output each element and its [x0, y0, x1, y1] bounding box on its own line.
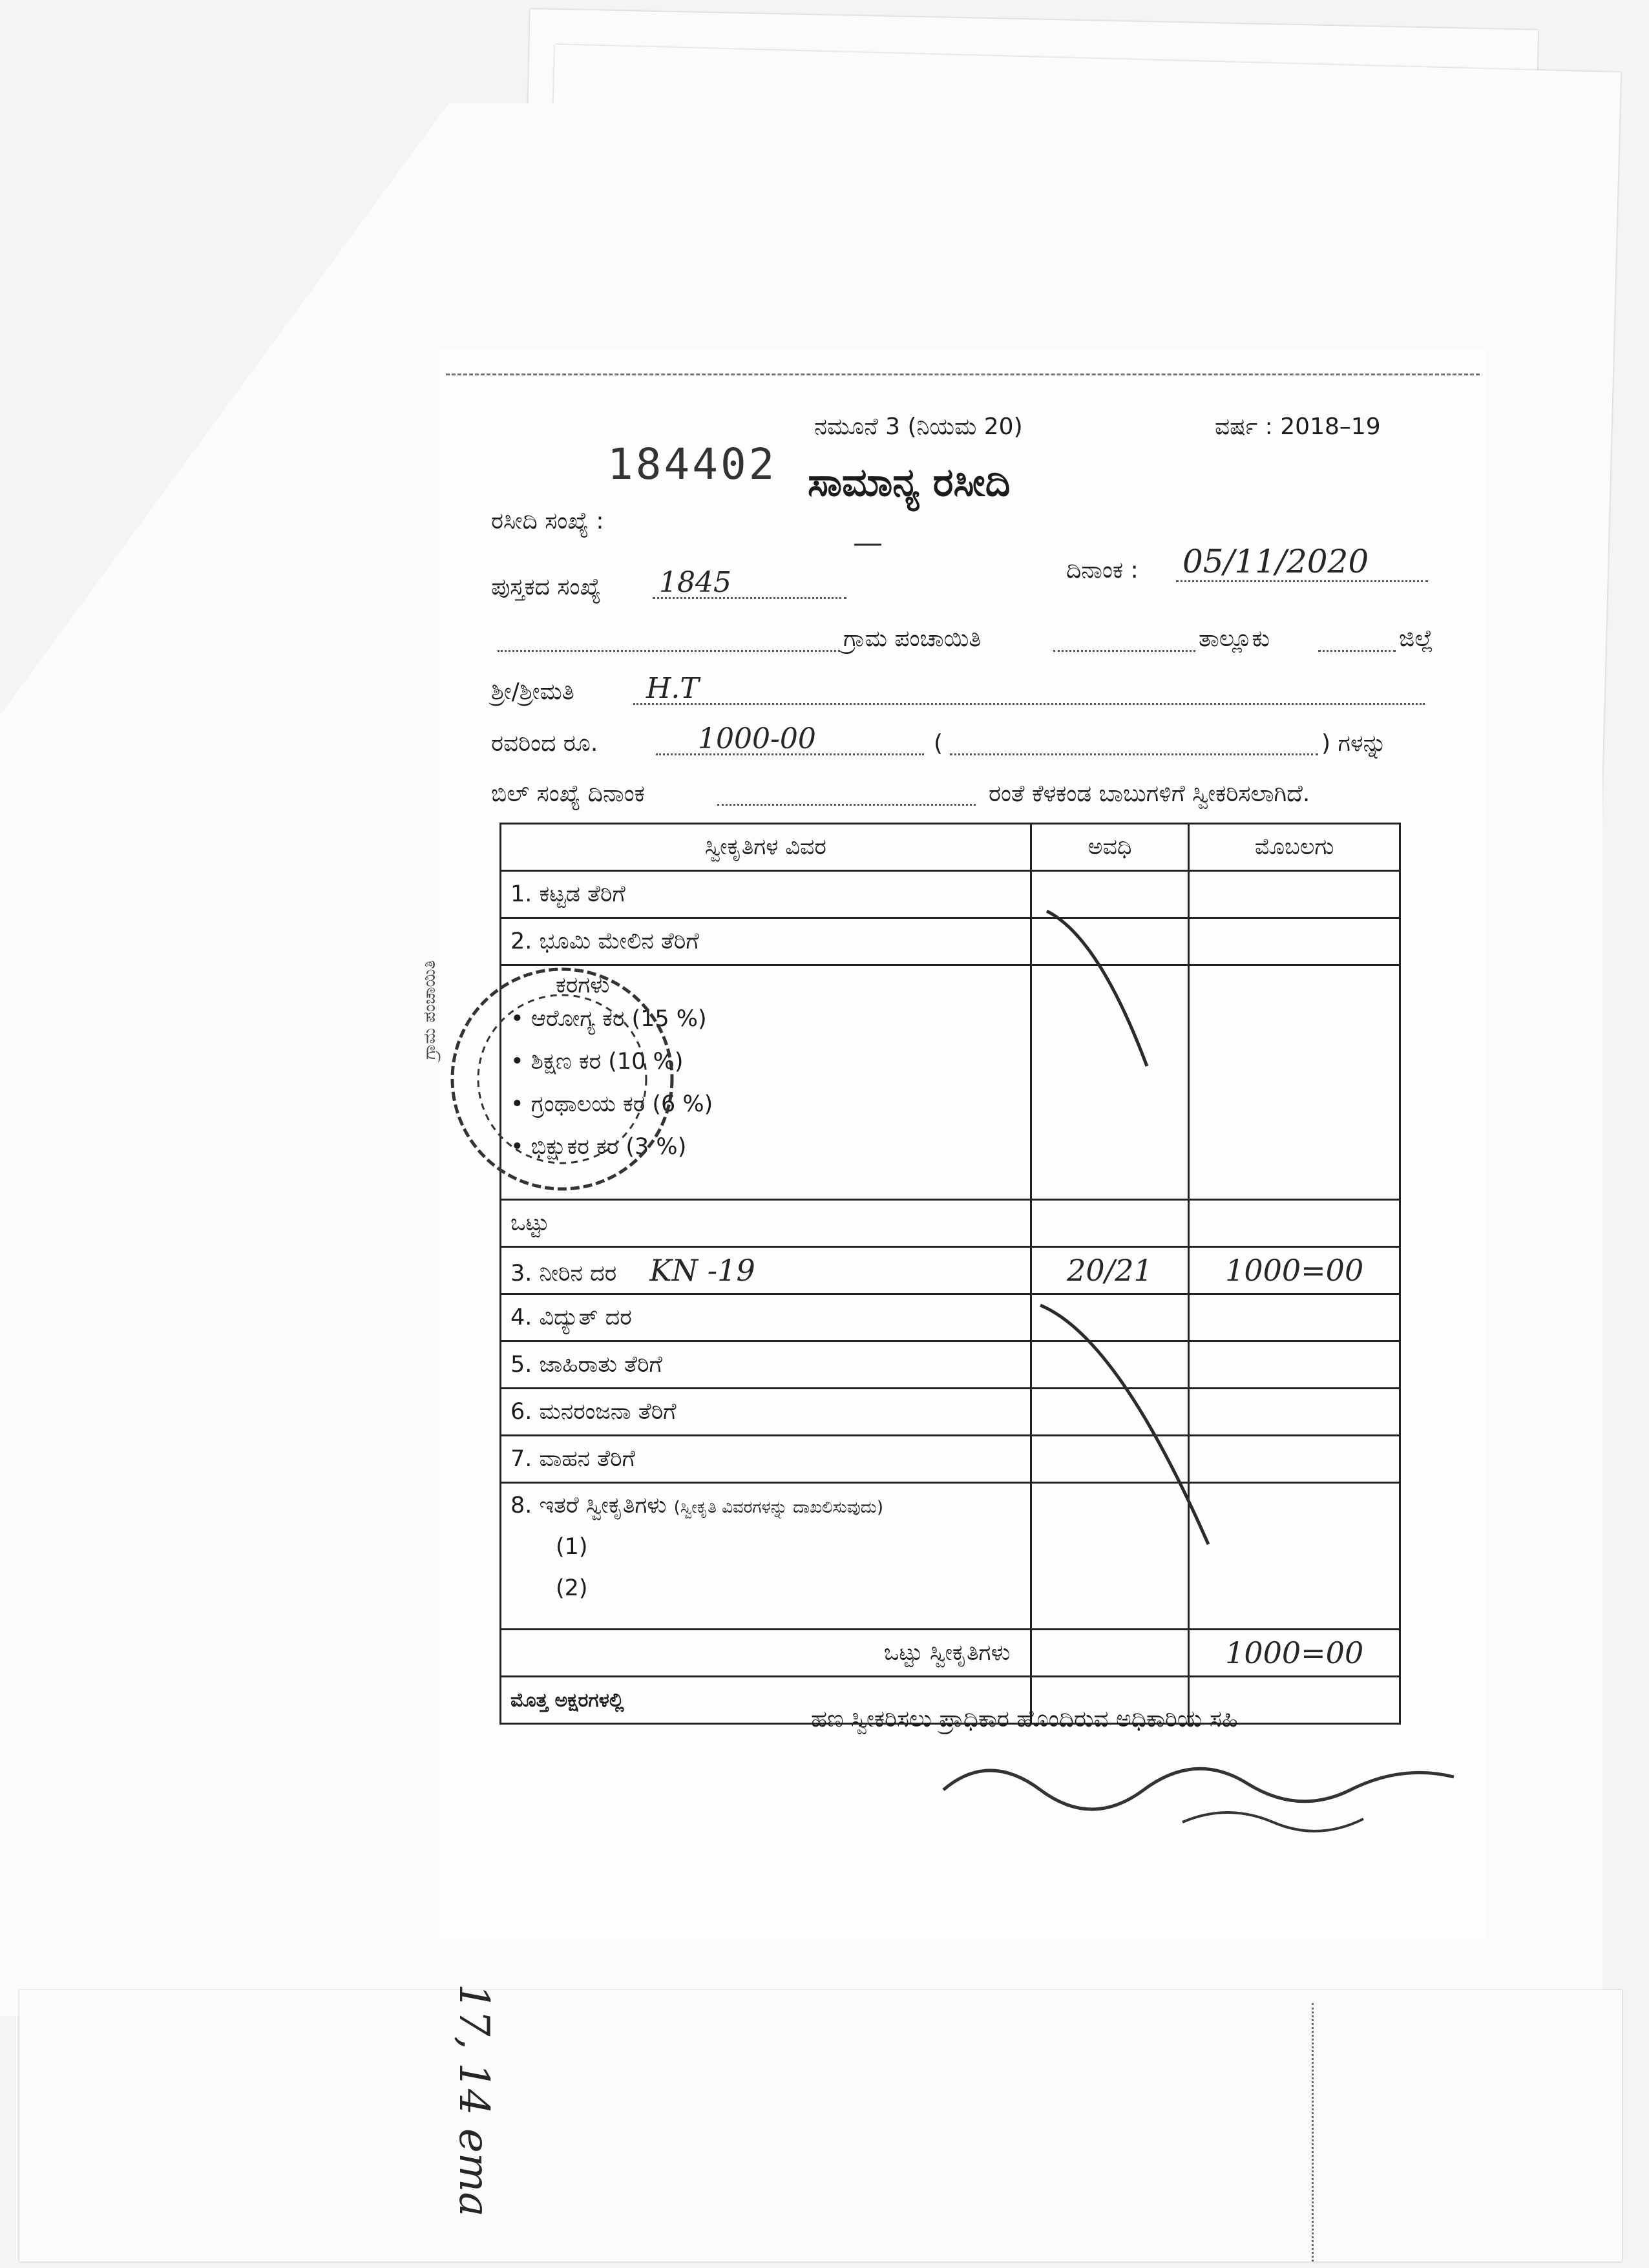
- row-water-rate: 3. ನೀರಿನ ದರ KN -19: [501, 1247, 1031, 1294]
- payer-name: H.T: [646, 672, 699, 705]
- bill-line-label: ಬಿಲ್ ಸಂಖ್ಯೆ ದಿನಾಂಕ: [491, 781, 645, 807]
- total-amount: 1000=00: [1189, 1630, 1400, 1677]
- header-period: ಅವಧಿ: [1031, 824, 1189, 871]
- year: ವರ್ಷ : 2018–19: [1215, 414, 1381, 440]
- district-label: ಜಿಲ್ಲೆ: [1399, 625, 1434, 652]
- book-no-value: 1845: [659, 566, 731, 599]
- words-label: ಮೊತ್ತ ಅಕ್ಷರಗಳಲ್ಲಿ: [501, 1677, 1031, 1724]
- taluk-line: [1053, 650, 1195, 652]
- row-subtotal: ಒಟ್ಟು: [501, 1200, 1031, 1247]
- form-line: ನಮೂನೆ 3 (ನಿಯಮ 20): [814, 414, 1023, 440]
- water-rate-amount: 1000=00: [1189, 1247, 1400, 1294]
- bottom-handwriting: 17, 14 ema: [450, 1984, 498, 2217]
- water-rate-period: 20/21: [1031, 1247, 1189, 1294]
- strike-mark: [1047, 911, 1147, 1066]
- row-land-tax: 2. ಭೂಮಿ ಮೇಲಿನ ತೆರಿಗೆ: [501, 918, 1031, 965]
- row-advertisement: 5. ಜಾಹಿರಾತು ತೆರಿಗೆ: [501, 1341, 1031, 1389]
- shri-label: ಶ್ರೀ/ಶ್ರೀಮತಿ: [491, 678, 574, 705]
- date-line: [1176, 580, 1428, 582]
- date-label: ದಿನಾಂಕ :: [1066, 557, 1139, 583]
- row-entertainment: 6. ಮನರಂಜನಾ ತೆರಿಗೆ: [501, 1389, 1031, 1436]
- amount-words-open: (: [934, 730, 943, 757]
- signature-caption: ಹಣ ಸ್ವೀಕರಿಸಲು ಪ್ರಾಧಿಕಾರ ಹೊಂದಿರುವ ಅಧಿಕಾರಿಯ ಸಹಿ: [811, 1706, 1238, 1732]
- bill-line: [717, 804, 976, 806]
- strike-mark: [1040, 1305, 1208, 1544]
- stamp-text: ಗ್ರಾಮ ಪಂಚಾಯಿತಿ: [420, 960, 439, 1060]
- row-other-note: (ಸ್ವೀಕೃತಿ ವಿವರಗಳನ್ನು ದಾಖಲಿಸುವುದು): [673, 1498, 884, 1517]
- receipt-title: ಸಾಮಾನ್ಯ ರಸೀದಿ: [808, 460, 1011, 505]
- cess-item: • ಭಿಕ್ಷುಕರ ಕರ (3 %): [510, 1134, 687, 1160]
- row-vehicle: 7. ವಾಹನ ತೆರಿಗೆ: [501, 1436, 1031, 1483]
- row-electricity: 4. ವಿದ್ಯುತ್ ದರ: [501, 1294, 1031, 1341]
- payer-line: [633, 703, 1425, 705]
- strike-marks: [1021, 898, 1279, 1577]
- panchayat-label: ಗ್ರಾಮ ಪಂಚಾಯಿತಿ: [843, 625, 982, 652]
- cess-item: • ಆರೋಗ್ಯ ಕರ (15 %): [510, 1006, 707, 1032]
- cess-item: • ಶಿಕ್ಷಣ ಕರ (10 %): [510, 1049, 684, 1075]
- water-rate-hand: KN -19: [649, 1253, 755, 1288]
- cut-line: [446, 373, 1480, 375]
- panchayat-line: [498, 650, 840, 652]
- table-row: [501, 1630, 1400, 1677]
- amount-value: 1000-00: [698, 722, 816, 755]
- office-stamp: [426, 950, 698, 1208]
- total-label: ಒಟ್ಟು ಸ್ವೀಕೃತಿಗಳು: [501, 1630, 1031, 1677]
- cess-item: • ಗ್ರಂಥಾಲಯ ಕರ (6 %): [510, 1091, 713, 1117]
- from-label: ರವರಿಂದ ರೂ.: [491, 730, 598, 757]
- taluk-label: ತಾಲ್ಲೂಕು: [1199, 625, 1270, 652]
- receipt-no-label: ರಸೀದಿ ಸಂಖ್ಯೆ :: [491, 508, 604, 534]
- bottom-sheet: [19, 1990, 1622, 2262]
- book-no-label: ಪುಸ್ತಕದ ಸಂಖ್ಯೆ: [491, 574, 602, 600]
- amount-words-line: [950, 753, 1318, 755]
- receipt-no-hand: —: [853, 525, 883, 560]
- row-building-tax: 1. ಕಟ್ಟಡ ತೆರಿಗೆ: [501, 871, 1031, 918]
- signature: [937, 1738, 1467, 1835]
- bottom-divider: [1312, 2003, 1314, 2262]
- serial-number: 184402: [607, 439, 777, 489]
- cess-label: ಕರಗಳು: [556, 972, 610, 998]
- header-amount: ಮೊಬಲಗು: [1189, 824, 1400, 871]
- bill-line-end: ರಂತೆ ಕೆಳಕಂಡ ಬಾಬುಗಳಿಗೆ ಸ್ವೀಕರಿಸಲಾಗಿದೆ.: [989, 781, 1310, 807]
- amount-words-suffix: ) ಗಳನ್ನು: [1321, 730, 1387, 757]
- date-value: 05/11/2020: [1182, 543, 1369, 580]
- table-header-row: [501, 824, 1400, 871]
- district-line: [1318, 650, 1396, 652]
- header-details: ಸ್ವೀಕೃತಿಗಳ ವಿವರ: [501, 824, 1031, 871]
- row-other: 8. ಇತರೆ ಸ್ವೀಕೃತಿಗಳು (ಸ್ವೀಕೃತಿ ವಿವರಗಳನ್ನು ದಾಖಲಿಸುವುದು) (1) (2): [501, 1483, 1031, 1630]
